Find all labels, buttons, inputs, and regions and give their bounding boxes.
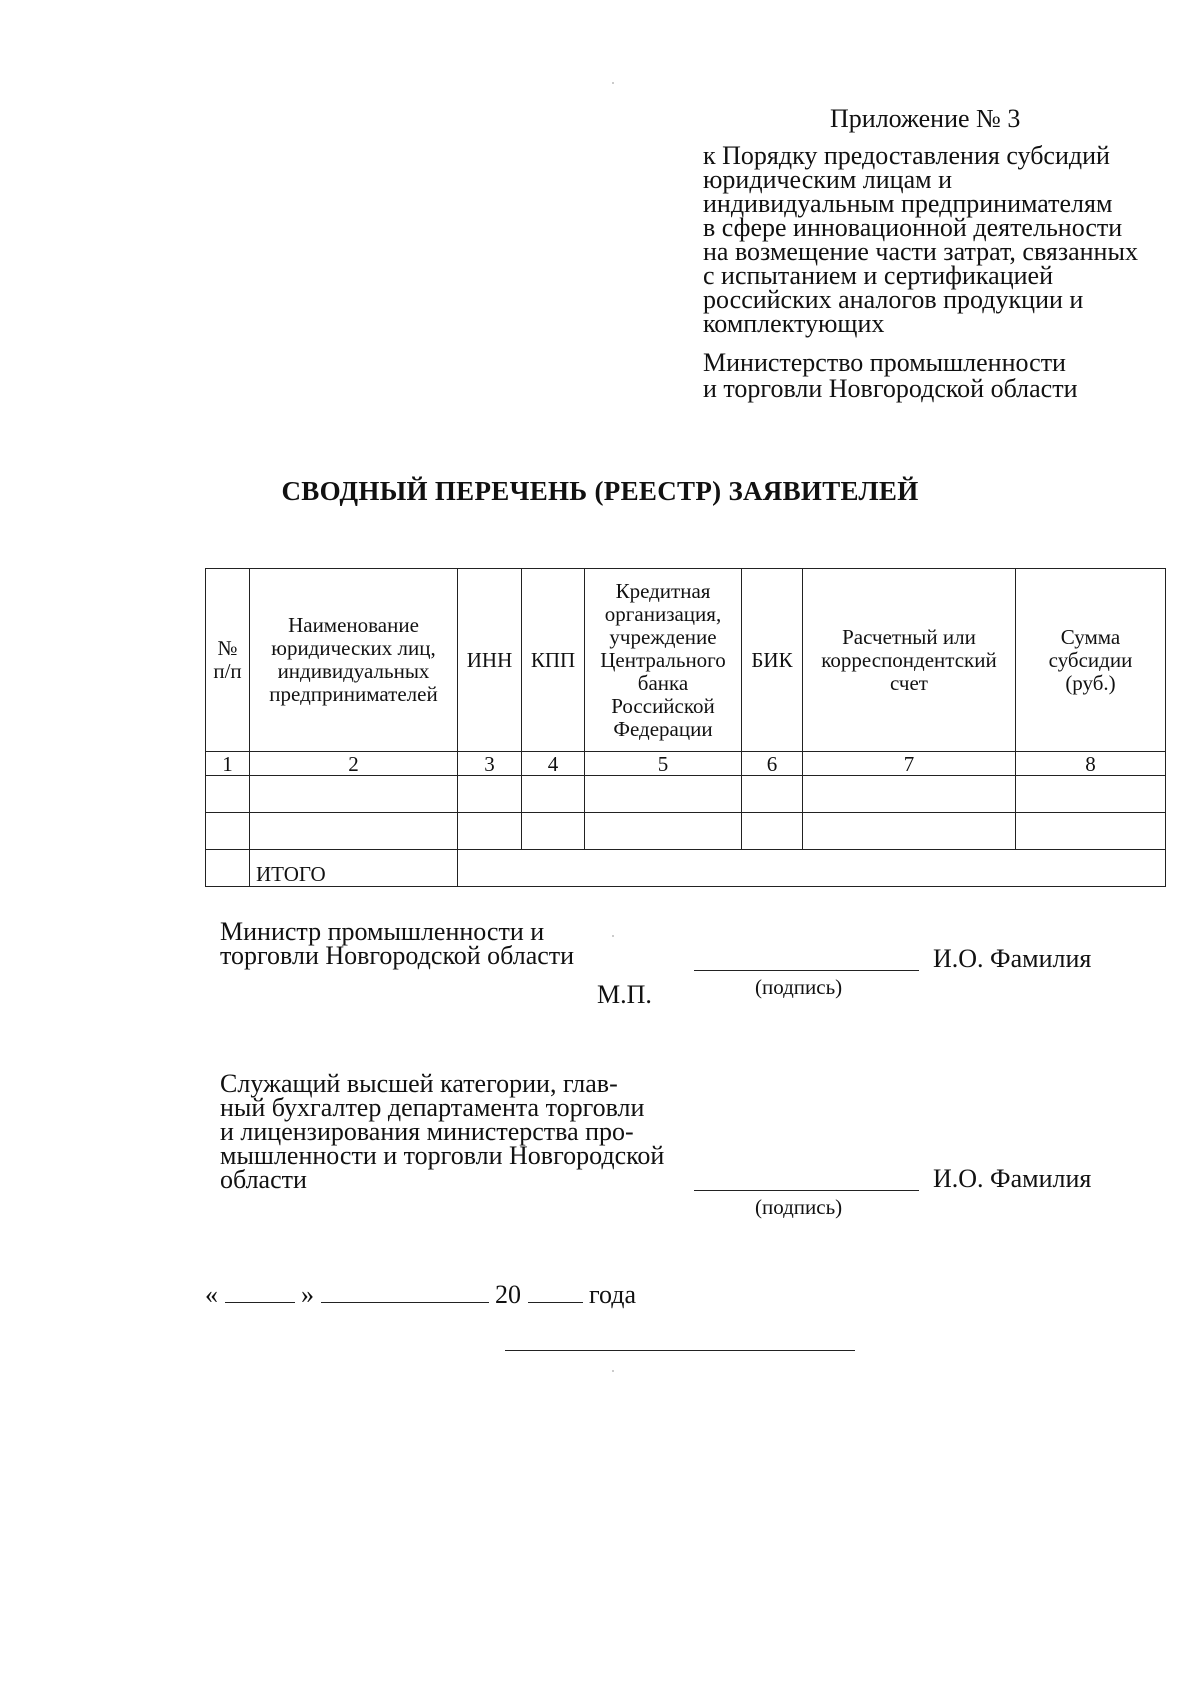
header-text: Расчетный или [842, 624, 976, 649]
accountant-title [220, 1069, 665, 1194]
header-text: счет [890, 670, 928, 695]
table-row [206, 813, 1166, 850]
appendix-line: с испытанием и сертификацией [703, 261, 1053, 290]
table-cell [742, 776, 803, 813]
table-cell [250, 813, 458, 850]
header-cell-amount [1016, 569, 1166, 752]
scan-speck [612, 935, 614, 937]
registry-table [205, 568, 1166, 887]
header-text: Сумма [1060, 624, 1121, 649]
header-cell-bik [742, 569, 803, 752]
header-cell-bank [585, 569, 742, 752]
table-cell [522, 813, 585, 850]
header-cell-account [803, 569, 1016, 752]
header-text: п/п [213, 659, 242, 683]
appendix-title: Приложение № 3 [830, 104, 1021, 133]
table-cell [742, 813, 803, 850]
close-quote: » [301, 1280, 314, 1309]
table-cell [803, 813, 1016, 850]
table-cell [206, 850, 250, 887]
header-text: (руб.) [1065, 670, 1116, 695]
header-text: № [217, 636, 238, 660]
ministry-addressee [703, 350, 1078, 402]
ministry-line: Министерство промышленности [703, 348, 1066, 377]
column-number: 1 [206, 752, 250, 776]
stamp-mark: М.П. [597, 980, 652, 1009]
appendix-line: комплектующих [703, 309, 885, 338]
month-blank [321, 1280, 489, 1303]
table-cell [1016, 813, 1166, 850]
header-text: Кредитная [615, 578, 711, 603]
bottom-signature-line [505, 1350, 855, 1351]
header-text: субсидии [1048, 647, 1133, 672]
table-header-row [206, 569, 1166, 752]
accountant-title-line: области [220, 1165, 307, 1194]
header-text: банка [637, 670, 689, 695]
column-number: 2 [250, 752, 458, 776]
total-value-cell [458, 850, 1166, 887]
scan-speck [612, 82, 614, 84]
appendix-line: на возмещение части затрат, связанных [703, 237, 1138, 266]
table-cell [585, 813, 742, 850]
open-quote: « [205, 1280, 218, 1309]
appendix-line: российских аналогов продукции и [703, 285, 1084, 314]
table-cell [206, 776, 250, 813]
minister-name: И.О. Фамилия [933, 944, 1092, 973]
minister-title [220, 917, 575, 970]
table-cell [1016, 776, 1166, 813]
table-row [206, 776, 1166, 813]
header-cell-name [250, 569, 458, 752]
column-number: 6 [742, 752, 803, 776]
header-text: индивидуальных [277, 659, 430, 683]
header-text: корреспондентский [821, 647, 997, 672]
header-text: КПП [530, 647, 576, 672]
accountant-title-line: мышленности и торговли Новгородской [220, 1141, 665, 1170]
table-cell [250, 776, 458, 813]
total-row [206, 850, 1166, 887]
ministry-line: и торговли Новгородской области [703, 374, 1078, 403]
column-number: 5 [585, 752, 742, 776]
table-cell [458, 776, 522, 813]
day-blank [225, 1280, 295, 1303]
header-text: юридических лиц, [271, 636, 436, 660]
header-text: Наименование [288, 613, 419, 637]
header-text: учреждение [609, 624, 717, 649]
document-title: СВОДНЫЙ ПЕРЕЧЕНЬ (РЕЕСТР) ЗАЯВИТЕЛЕЙ [281, 476, 919, 506]
table-cell [585, 776, 742, 813]
accountant-title-line: и лицензирования министерства про- [220, 1117, 634, 1146]
header-text: предпринимателей [269, 682, 438, 706]
appendix-description [703, 141, 1173, 338]
accountant-signature-line [694, 1190, 919, 1191]
header-text: Федерации [613, 716, 713, 741]
minister-title-line: Министр промышленности и [220, 917, 545, 946]
column-number: 8 [1016, 752, 1166, 776]
appendix-line: к Порядку предоставления субсидий [703, 141, 1110, 170]
header-cell-inn [458, 569, 522, 752]
header-text: организация, [604, 601, 722, 626]
minister-title-line: торговли Новгородской области [220, 941, 575, 970]
column-number: 4 [522, 752, 585, 776]
appendix-line: в сфере инновационной деятельности [703, 213, 1123, 242]
accountant-name: И.О. Фамилия [933, 1164, 1092, 1193]
year-blank [528, 1280, 583, 1303]
minister-signature-line [694, 970, 919, 971]
accountant-title-line: Служащий высшей категории, глав- [220, 1069, 618, 1098]
total-label: ИТОГО [250, 850, 458, 887]
table-cell [458, 813, 522, 850]
table-cell [522, 776, 585, 813]
header-text: Центрального [600, 647, 726, 672]
header-text: Российской [611, 693, 715, 718]
date-line [205, 1280, 636, 1310]
table-cell [206, 813, 250, 850]
minister-signature-caption: (подпись) [755, 975, 843, 999]
year-century: 20 [495, 1280, 521, 1309]
table-cell [803, 776, 1016, 813]
accountant-signature-caption: (подпись) [755, 1195, 843, 1219]
header-text: ИНН [466, 647, 513, 672]
scan-speck [612, 1370, 614, 1372]
column-number-row [206, 752, 1166, 776]
year-suffix: года [589, 1280, 637, 1309]
header-cell-number [206, 569, 250, 752]
accountant-title-line: ный бухгалтер департамента торговли [220, 1093, 645, 1122]
appendix-line: юридическим лицам и [703, 165, 952, 194]
column-number: 7 [803, 752, 1016, 776]
header-text: БИК [751, 647, 793, 672]
header-cell-kpp [522, 569, 585, 752]
column-number: 3 [458, 752, 522, 776]
appendix-line: индивидуальным предпринимателям [703, 189, 1113, 218]
